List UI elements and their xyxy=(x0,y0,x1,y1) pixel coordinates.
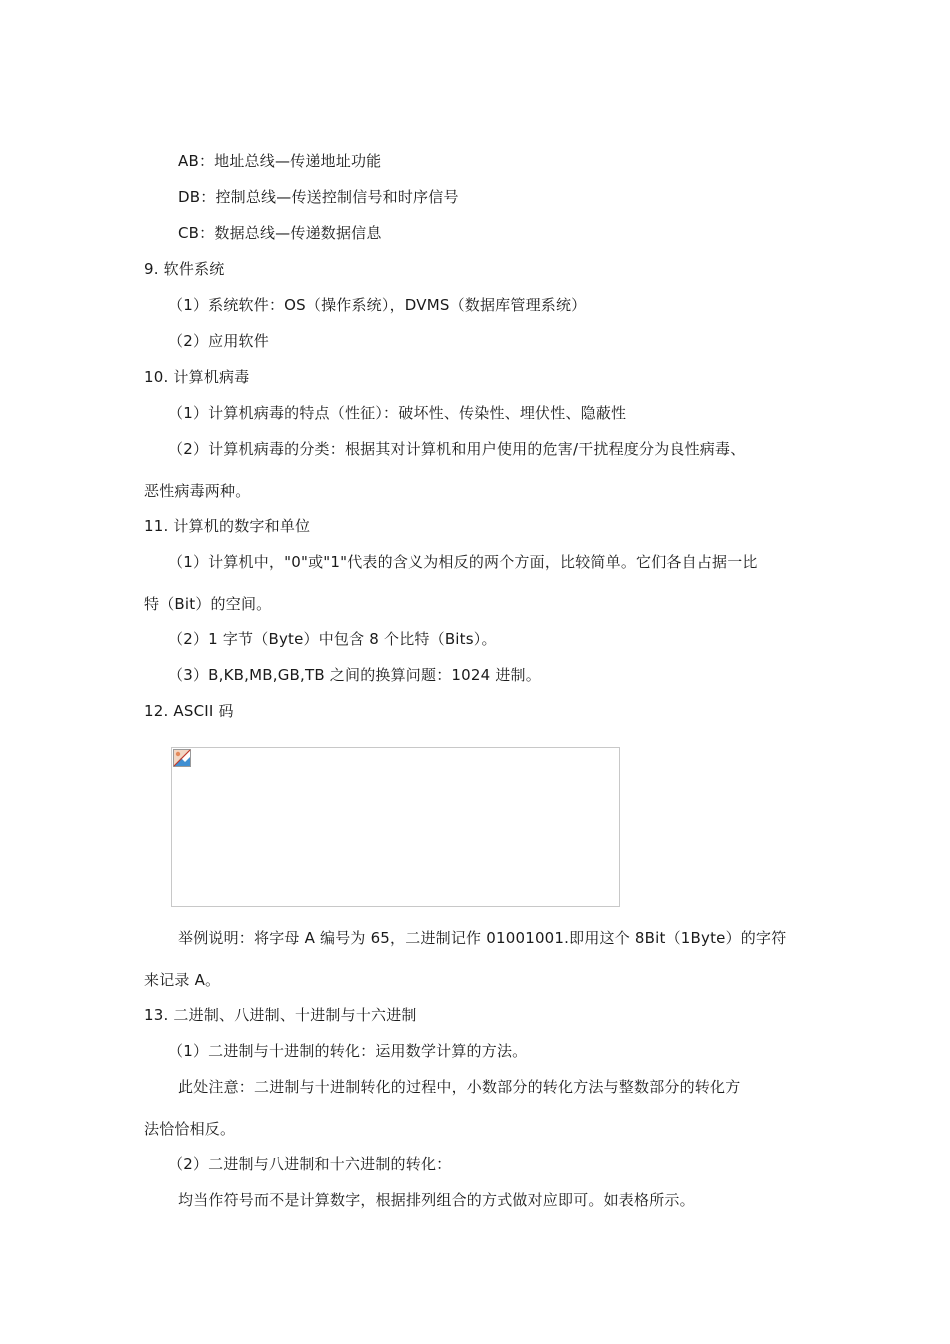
section-heading-11: 11. 计算机的数字和单位 xyxy=(144,517,311,535)
text-line-byte: （2）1 字节（Byte）中包含 8 个比特（Bits）。 xyxy=(168,630,497,648)
text-line-ab: AB：地址总线—传递地址功能 xyxy=(178,152,382,170)
section-heading-13: 13. 二进制、八进制、十进制与十六进制 xyxy=(144,1006,417,1024)
text-line-binary-meaning-cont: 特（Bit）的空间。 xyxy=(144,595,272,613)
text-line-example: 举例说明：将字母 A 编号为 65，二进制记作 01001001.即用这个 8Bit（1Byte）的字符 xyxy=(178,929,787,947)
text-line-conversion: （3）B,KB,MB,GB,TB 之间的换算问题：1024 进制。 xyxy=(168,666,541,684)
text-line-virus-features: （1）计算机病毒的特点（性征）：破坏性、传染性、埋伏性、隐蔽性 xyxy=(168,404,627,422)
text-line-system-software: （1）系统软件：OS（操作系统），DVMS（数据库管理系统） xyxy=(168,296,587,314)
text-line-note-cont: 法恰恰相反。 xyxy=(144,1120,236,1138)
text-line-virus-types: （2）计算机病毒的分类：根据其对计算机和用户使用的危害/干扰程度分为良性病毒、 xyxy=(168,440,746,458)
section-heading-12: 12. ASCII 码 xyxy=(144,702,234,720)
text-line-bin-oct-hex: （2）二进制与八进制和十六进制的转化： xyxy=(168,1155,452,1173)
text-line-note: 此处注意：二进制与十进制转化的过程中，小数部分的转化方法与整数部分的转化方 xyxy=(178,1078,741,1096)
broken-image-icon xyxy=(173,749,191,767)
text-line-bin-dec: （1）二进制与十进制的转化：运用数学计算的方法。 xyxy=(168,1042,528,1060)
text-line-cb: CB：数据总线—传递数据信息 xyxy=(178,224,382,242)
text-line-virus-types-cont: 恶性病毒两种。 xyxy=(144,482,251,500)
section-heading-10: 10. 计算机病毒 xyxy=(144,368,250,386)
text-line-application-software: （2）应用软件 xyxy=(168,332,269,350)
ascii-image-placeholder xyxy=(171,747,620,907)
text-line-symbols: 均当作符号而不是计算数字，根据排列组合的方式做对应即可。如表格所示。 xyxy=(178,1191,695,1209)
text-line-binary-meaning: （1）计算机中，"0"或"1"代表的含义为相反的两个方面，比较简单。它们各自占据一比 xyxy=(168,553,758,571)
section-heading-9: 9. 软件系统 xyxy=(144,260,225,278)
text-line-db: DB：控制总线—传送控制信号和时序信号 xyxy=(178,188,459,206)
text-line-example-cont: 来记录 A。 xyxy=(144,971,221,989)
